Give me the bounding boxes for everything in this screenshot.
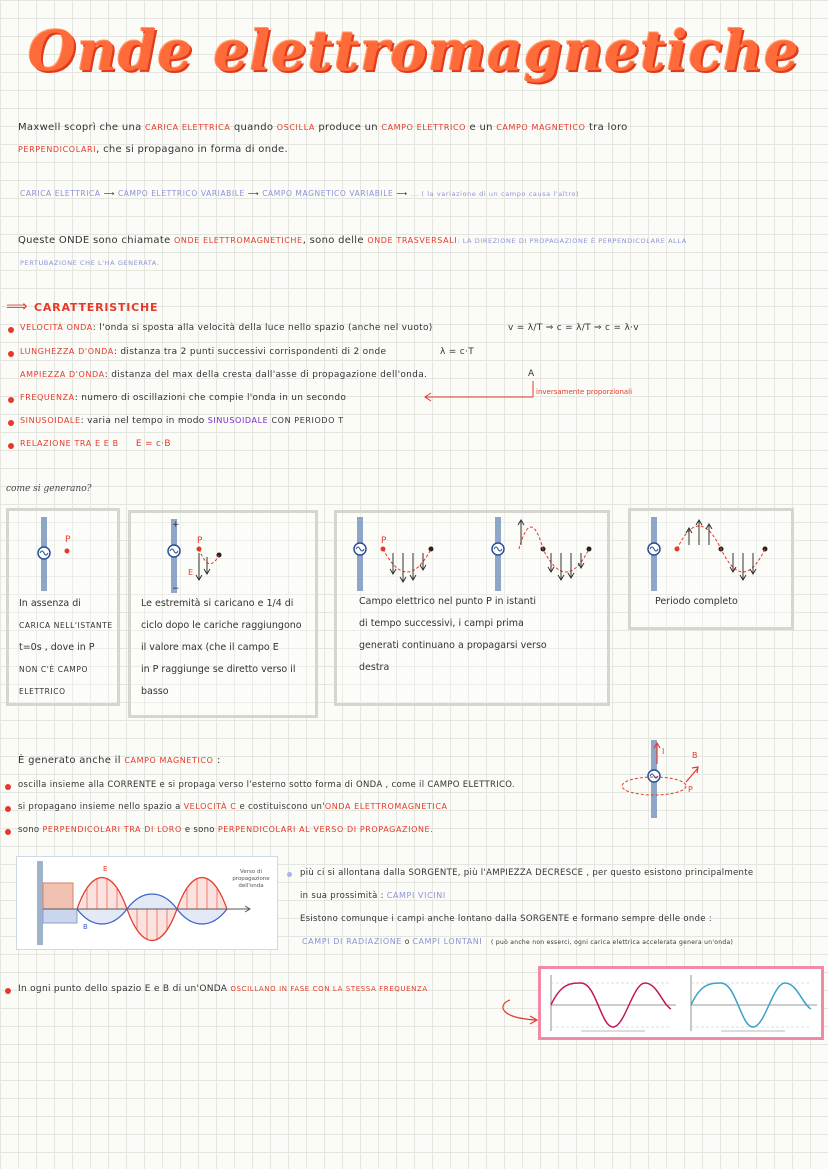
chain-campo-magnetico: CAMPO MAGNETICO VARIABILE xyxy=(262,189,394,198)
box-line: in P raggiunge se diretto verso il xyxy=(141,664,296,675)
graph-e xyxy=(551,975,676,1031)
magnetic-text: È generato anche il xyxy=(18,755,121,766)
box-line: Le estremità si caricano e 1/4 di xyxy=(141,598,294,609)
term-campi-radiazione: CAMPI DI RADIAZIONE xyxy=(302,937,403,946)
box-3-text xyxy=(359,591,547,679)
inverse-arrow xyxy=(420,380,535,402)
feature-text: CON PERIODO T xyxy=(271,416,344,425)
diagram-box-3 xyxy=(334,510,610,706)
antenna-diagram xyxy=(485,513,605,595)
distance-line-1: più ci si allontana dalla SORGENTE, più l'AMPIEZZA DECRESCE , per questo esistono principalmente xyxy=(300,868,754,878)
waves-definition: : LA DIREZIONE DI PROPAGAZIONE È PERPENDICOLARE ALLA xyxy=(457,237,687,245)
box-2-text xyxy=(141,593,302,703)
svg-text:E: E xyxy=(188,568,194,577)
phase-text: di un'ONDA xyxy=(172,984,228,994)
intro-line-1 xyxy=(18,122,628,133)
feature-relazione xyxy=(20,439,171,449)
graph-b xyxy=(691,975,817,1031)
term-campi-lontani: CAMPI LONTANI xyxy=(412,937,483,946)
term-oscilla: OSCILLA xyxy=(276,123,315,132)
intro-text: Maxwell scoprì che una xyxy=(18,122,142,133)
bullet-icon xyxy=(287,872,292,877)
svg-text:B: B xyxy=(692,751,698,760)
chain-carica: CARICA ELETTRICA xyxy=(20,189,101,198)
term-perpendicolari: PERPENDICOLARI xyxy=(18,145,97,154)
box-line: ELETTRICO xyxy=(19,687,66,696)
feature-label: SINUSOIDALE xyxy=(20,416,81,425)
intro-text: , che si propagano in forma di onde. xyxy=(96,144,288,155)
em-wave-diagram xyxy=(16,856,278,950)
svg-text:−: − xyxy=(172,584,180,594)
box-line: il valore max (che il campo E xyxy=(141,642,279,653)
curved-arrow-icon xyxy=(496,998,542,1026)
svg-text:B: B xyxy=(83,923,88,931)
formula-relazione: E = c·B xyxy=(135,439,171,449)
antenna-diagram xyxy=(641,513,791,593)
feature-text: : distanza del max della cresta dall'asse di propagazione dell'onda. xyxy=(104,370,428,380)
bullet-icon xyxy=(5,988,11,994)
box-1-text xyxy=(19,593,113,703)
magnetic-bullet-2 xyxy=(18,802,448,812)
waves-line-1 xyxy=(18,235,687,246)
diagram-box-4 xyxy=(628,508,794,630)
antenna-diagram xyxy=(347,515,467,595)
box-line: ciclo dopo le cariche raggiungono xyxy=(141,620,302,631)
svg-text:P: P xyxy=(197,536,203,546)
phase-graphs-svg xyxy=(541,969,821,1037)
bullet-icon xyxy=(5,829,11,835)
box-line: NON C'È CAMPO xyxy=(19,665,88,674)
box-line: CARICA NELL'ISTANTE xyxy=(19,621,113,630)
arrow-right-icon: ⟶ xyxy=(103,189,115,198)
box-line: basso xyxy=(141,686,169,697)
box-line: Campo elettrico nel punto P in istanti xyxy=(359,596,537,607)
magnetic-text: e sono xyxy=(184,825,215,835)
term-campo-magnetico: CAMPO MAGNETICO xyxy=(496,123,586,132)
bullet-icon xyxy=(8,420,14,426)
feature-ampiezza xyxy=(20,370,427,380)
phase-text: In ogni punto dello spazio xyxy=(18,984,142,994)
magnetic-text: : xyxy=(217,755,221,766)
box-line: Periodo completo xyxy=(655,596,738,607)
distance-text: o xyxy=(404,937,410,946)
box-line: t=0s , dove in P xyxy=(19,642,95,653)
cause-chain xyxy=(20,189,579,198)
svg-text:I: I xyxy=(662,747,665,756)
box-line: di tempo successivi, i campi prima xyxy=(359,618,524,629)
svg-text:P: P xyxy=(688,785,693,794)
antenna-diagram xyxy=(31,517,101,593)
waves-text: , sono delle xyxy=(302,235,364,246)
feature-lunghezza xyxy=(20,347,386,357)
how-label: come si generano? xyxy=(6,484,92,494)
inverse-note: inversamente proporzionali xyxy=(536,388,633,396)
feature-text: : varia nel tempo in modo xyxy=(80,416,205,426)
feature-label: AMPIEZZA D'ONDA xyxy=(20,370,105,379)
bullet-icon xyxy=(8,351,14,357)
phase-graphs xyxy=(538,966,824,1040)
term-campi-vicini: CAMPI VICINI xyxy=(386,891,446,900)
bullet-icon xyxy=(8,327,14,333)
svg-text:P: P xyxy=(65,535,71,545)
term-in-fase: OSCILLANO IN FASE CON LA STESSA FREQUENZA xyxy=(230,985,428,993)
diagram-caption: Verso di propagazione dell'onda xyxy=(232,869,270,889)
intro-text: tra loro xyxy=(588,122,628,133)
bullet-icon xyxy=(8,443,14,449)
term-onde-em: ONDE ELETTROMAGNETICHE xyxy=(174,236,303,245)
svg-text:P: P xyxy=(381,536,387,546)
feature-label: RELAZIONE TRA E E B xyxy=(20,439,119,448)
term-onda-em: ONDA ELETTROMAGNETICA xyxy=(324,802,448,811)
term-campo-magnetico: CAMPO MAGNETICO xyxy=(124,756,214,765)
term-velocita-c: VELOCITÀ C xyxy=(183,802,237,811)
magnetic-bullet-1: oscilla insieme alla CORRENTE e si propaga verso l'esterno sotto forma di ONDA , come il CAMPO ELETTRICO. xyxy=(18,780,515,790)
feature-sinusoidale xyxy=(20,416,344,426)
feature-label: LUNGHEZZA D'ONDA xyxy=(20,347,114,356)
distance-text: in sua prossimità : xyxy=(300,891,384,901)
chain-campo-elettrico: CAMPO ELETTRICO VARIABILE xyxy=(117,189,245,198)
diagram-box-2 xyxy=(128,510,318,718)
feature-frequenza xyxy=(20,393,346,403)
arrow-right-icon: ⟶ xyxy=(247,189,260,198)
feature-label: FREQUENZA xyxy=(20,393,75,402)
magnetic-text: e costituiscono un' xyxy=(239,802,325,812)
distance-note: ( può anche non esserci, ogni carica elettrica accelerata genera un'onda) xyxy=(491,939,734,946)
magnetic-bullet-3 xyxy=(18,825,433,835)
term-perpendicolari-propagazione: PERPENDICOLARI AL VERSO DI PROPAGAZIONE. xyxy=(217,825,434,834)
chain-note: ... ( la variazione di un campo causa l'altro) xyxy=(410,190,580,198)
diagram-box-1 xyxy=(6,508,120,706)
formula-lunghezza: λ = c·T xyxy=(440,347,474,357)
intro-text: produce un xyxy=(318,122,378,133)
box-line: destra xyxy=(359,662,390,673)
bullet-icon xyxy=(5,784,11,790)
term-sinusoidale: SINUSOIDALE xyxy=(207,416,269,425)
box-line: generati continuano a propagarsi verso xyxy=(359,640,547,651)
arrow-right-icon: ⟶ xyxy=(396,189,408,198)
phase-vectors: E e B xyxy=(144,984,170,994)
waves-line-2: PERTUBAZIONE CHE L'HA GENERATA. xyxy=(20,259,160,267)
feature-text: : numero di oscillazioni che compie l'onda in un secondo xyxy=(74,393,347,403)
feature-text: : l'onda si sposta alla velocità della luce nello spazio (anche nel vuoto) xyxy=(92,323,433,333)
phase-line xyxy=(18,984,428,994)
term-campo-elettrico: CAMPO ELETTRICO xyxy=(381,123,467,132)
feature-label: VELOCITÀ ONDA xyxy=(20,323,93,332)
magnetic-text: sono xyxy=(18,825,40,835)
box-4-text xyxy=(655,591,738,613)
distance-line-4 xyxy=(302,937,733,946)
distance-line-3: Esistono comunque i campi anche lontano dalla SORGENTE e formano sempre delle onde : xyxy=(300,914,712,924)
bullet-icon xyxy=(5,806,11,812)
distance-line-2 xyxy=(300,891,446,901)
magnetic-text: si propagano insieme nello spazio a xyxy=(18,802,181,812)
term-onde-trasversali: ONDE TRASVERSALI xyxy=(367,236,458,245)
bullet-icon xyxy=(8,397,14,403)
magnetic-intro xyxy=(18,755,221,766)
magnetic-field-diagram xyxy=(614,738,724,820)
arrow-right-icon: ⟹ xyxy=(6,297,28,315)
antenna-diagram xyxy=(161,517,241,597)
term-perpendicolari: PERPENDICOLARI TRA DI LORO xyxy=(42,825,182,834)
term-carica: CARICA ELETTRICA xyxy=(145,123,231,132)
intro-text: e un xyxy=(469,122,493,133)
svg-text:E: E xyxy=(103,865,108,873)
intro-line-2 xyxy=(18,144,288,155)
waves-text: Queste ONDE sono chiamate xyxy=(18,235,171,246)
svg-text:+: + xyxy=(172,520,180,530)
section-heading: CARATTERISTICHE xyxy=(34,301,159,314)
page-title: Onde elettromagnetiche xyxy=(28,18,800,83)
formula-velocita: v = λ/T ⇒ c = λ/T ⇒ c = λ·v xyxy=(508,323,639,333)
feature-velocita xyxy=(20,323,433,333)
box-line: In assenza di xyxy=(19,598,81,609)
intro-text: quando xyxy=(233,122,274,133)
feature-text: : distanza tra 2 punti successivi corrispondenti di 2 onde xyxy=(113,347,387,357)
ampiezza-symbol: A xyxy=(528,369,535,379)
